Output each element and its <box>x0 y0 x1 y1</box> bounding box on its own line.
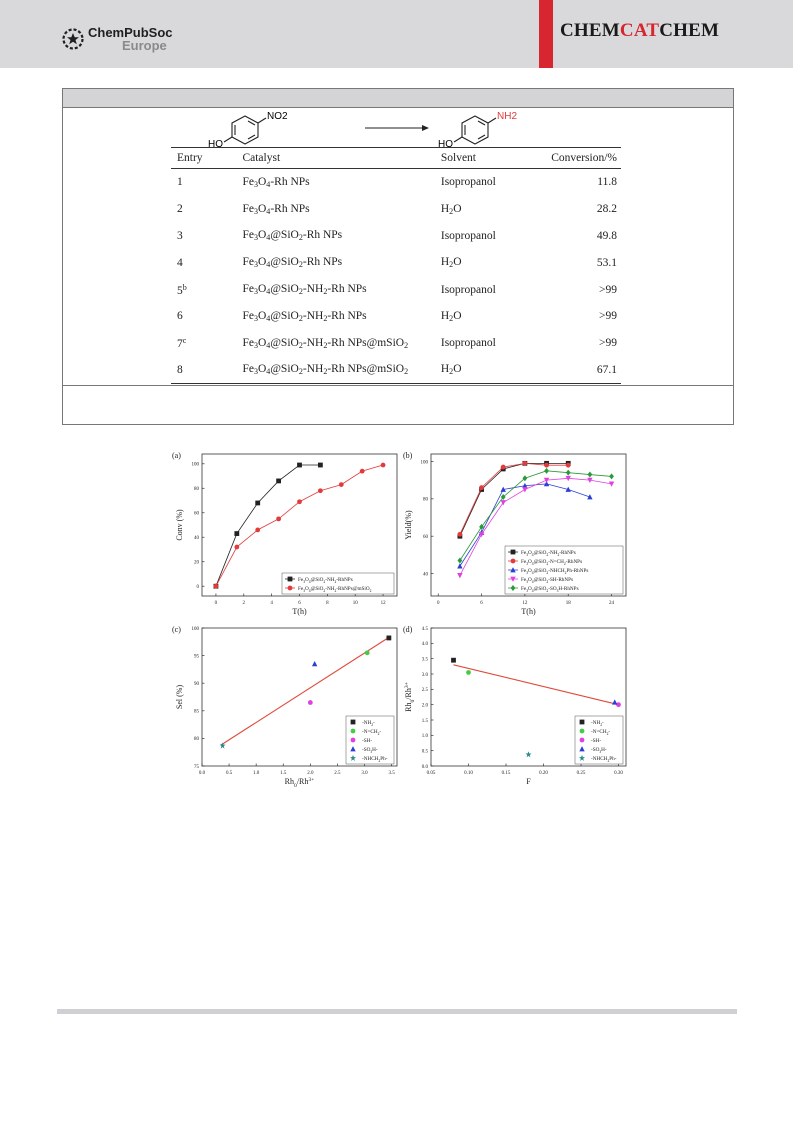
data-point <box>522 475 527 481</box>
y-tick-label: 80 <box>194 737 199 743</box>
cell-conversion: >99 <box>599 283 617 296</box>
journal-title-part1: CHEM <box>560 20 620 41</box>
conversion-table <box>171 147 621 384</box>
x-axis-label: T(h) <box>521 607 536 616</box>
x-tick-label: 2.5 <box>334 771 341 776</box>
chempubsoc-star-icon <box>62 28 84 50</box>
legend-label: $-NH_2-$ <box>591 720 604 727</box>
legend-marker <box>580 729 585 734</box>
column-header-solvent: Solvent <box>435 148 545 169</box>
x-tick-label: 1.0 <box>253 771 260 776</box>
y-tick-label: 60 <box>194 511 199 517</box>
y-tick-label: 4.5 <box>421 626 428 632</box>
series-5 <box>526 751 532 757</box>
series-line <box>216 465 320 586</box>
data-point <box>612 699 617 704</box>
series-3 <box>308 700 313 705</box>
panel-label: (a) <box>172 451 181 460</box>
y-tick-label: 60 <box>423 535 428 541</box>
x-tick-label: 4 <box>270 601 273 606</box>
legend-label: $Fe_3O_4@SiO_2-NH_2-RhNPs@mSiO_2$ <box>298 586 372 593</box>
x-axis-label: $Rh_0/Rh^{3+}$ <box>284 777 315 789</box>
legend-label: $-N=CH_2-$ <box>591 729 611 736</box>
series-2 <box>457 461 570 537</box>
product-amine-label: NH2 <box>497 111 518 122</box>
legend-marker <box>351 738 356 743</box>
x-tick-label: 24 <box>609 601 615 606</box>
x-tick-label: 0.30 <box>614 771 623 776</box>
journal-title-part3: CHEM <box>659 20 720 41</box>
cell-solvent: Isopropanol <box>440 337 496 350</box>
legend <box>505 546 623 594</box>
table-row <box>171 196 621 223</box>
y-tick-label: 0 <box>196 585 199 591</box>
series-2 <box>365 650 370 655</box>
y-tick-label: 4.0 <box>421 642 428 648</box>
data-point <box>234 531 239 536</box>
cell-conversion: 67.1 <box>545 357 621 384</box>
legend-label: $-NHCH_2Ph-$ <box>591 756 617 763</box>
chart-panel-d <box>403 625 626 786</box>
y-axis-label: Yield(%) <box>404 510 413 540</box>
legend-label: $Fe_3O_4@SiO_2-NHCH_2Ph$-RhNPs <box>521 568 589 575</box>
table-row <box>171 276 621 303</box>
legend <box>575 716 623 764</box>
legend-label: $Fe_3O_4@SiO_2-N=CH_2$-RhNPs <box>521 559 583 566</box>
series-1 <box>386 636 391 641</box>
x-tick-label: 8 <box>326 601 329 606</box>
legend-marker <box>511 559 516 564</box>
table-row <box>171 357 621 384</box>
x-axis-label: F <box>526 777 531 786</box>
cell-entry: 5$^b$ <box>177 282 187 297</box>
legend-label: $Fe_3O_4@SiO_2-SH$-RhNPs <box>521 577 574 584</box>
legend-label: $-SO_3H-$ <box>591 747 607 754</box>
publisher-name: ChemPubSoc <box>88 25 173 40</box>
data-point <box>365 650 370 655</box>
panel-label: (c) <box>172 625 181 634</box>
data-point <box>457 573 462 578</box>
column-header-conversion: Conversion/% <box>545 148 621 169</box>
cell-catalyst: $Fe_3O_4@SiO_2-NH_2-Rh$ NPs <box>242 283 367 297</box>
footer-rule <box>57 1009 737 1014</box>
x-axis-label: T(h) <box>292 607 307 616</box>
series-4 <box>312 661 317 666</box>
legend-label: $-NHCH_2Ph-$ <box>362 756 388 763</box>
x-tick-label: 0.5 <box>225 771 233 776</box>
data-point <box>451 658 456 663</box>
cell-catalyst: $Fe_3O_4@SiO_2-Rh$ NPs <box>242 256 343 270</box>
y-axis-label: Sel (%) <box>175 684 184 710</box>
x-tick-label: 0.05 <box>426 771 436 776</box>
y-tick-label: 2.5 <box>421 688 428 694</box>
reaction-scheme <box>200 106 530 148</box>
data-point <box>318 463 323 468</box>
cell-entry: 1 <box>177 176 183 189</box>
x-tick-label: 18 <box>565 601 571 606</box>
legend-label: $-SO_3H-$ <box>362 747 378 754</box>
series-2 <box>466 670 471 675</box>
y-tick-label: 80 <box>194 487 199 493</box>
column-header-entry: Entry <box>171 148 236 169</box>
y-tick-label: 40 <box>194 536 199 542</box>
journal-title <box>560 20 719 42</box>
cell-solvent: $H_2O$ <box>440 256 462 270</box>
figure-panels <box>168 444 630 801</box>
data-point <box>255 501 260 506</box>
cell-solvent: $H_2O$ <box>440 309 462 323</box>
data-point <box>566 470 571 476</box>
legend-label: $Fe_3O_4@SiO_2-NH_2$-RhNPs <box>298 577 353 584</box>
product-structure <box>454 116 496 144</box>
y-tick-label: 100 <box>191 462 199 468</box>
data-point <box>339 482 344 487</box>
series-1 <box>214 463 323 589</box>
data-point <box>544 478 549 483</box>
journal-title-part2: CAT <box>619 20 660 41</box>
cell-catalyst: $Fe_3O_4-Rh$ NPs <box>242 202 310 216</box>
legend <box>282 573 394 594</box>
cell-catalyst: $Fe_3O_4@SiO_2-Rh$ NPs <box>242 229 343 243</box>
x-tick-label: 6 <box>298 601 301 606</box>
y-tick-label: 0.0 <box>421 764 428 770</box>
table-footnote-divider <box>63 385 733 386</box>
publisher-region: Europe <box>122 38 167 53</box>
data-point <box>276 516 281 521</box>
y-tick-label: 40 <box>423 572 428 578</box>
x-tick-label: 0.15 <box>501 771 511 776</box>
panel-label: (b) <box>403 451 413 460</box>
data-point <box>234 545 239 550</box>
cell-entry: 8 <box>171 357 236 384</box>
chart-panel-a <box>172 451 397 616</box>
cell-catalyst: $Fe_3O_4@SiO_2-NH_2-Rh$ NPs@mSiO$_2$ <box>236 357 434 384</box>
data-point <box>386 636 391 641</box>
cell-entry: 3 <box>177 229 183 242</box>
column-header-catalyst: Catalyst <box>236 148 434 169</box>
data-point <box>360 469 365 474</box>
data-point <box>609 473 614 479</box>
legend-label: $Fe_3O_4@SiO_2-SO_3H$-RhNPs <box>521 586 579 593</box>
data-point <box>522 487 527 492</box>
legend-label: -SH- <box>591 738 602 744</box>
cell-entry: 7$^c$ <box>177 336 187 351</box>
x-tick-label: 3.5 <box>388 771 395 776</box>
x-tick-label: 0 <box>214 601 218 606</box>
data-point <box>587 472 592 478</box>
table-row <box>171 330 621 357</box>
table-header-row <box>171 148 621 169</box>
x-tick-label: 0.0 <box>198 771 206 776</box>
data-point <box>276 479 281 484</box>
data-point <box>312 661 317 666</box>
publisher-logo <box>62 26 173 52</box>
reactant-hydroxyl-label: HO <box>208 139 223 148</box>
accent-bar <box>539 0 553 68</box>
x-tick-label: 10 <box>352 601 358 606</box>
series-2 <box>214 463 386 589</box>
y-axis-label: $Rh_0/Rh^{3+}$ <box>404 682 416 712</box>
cell-conversion: 49.8 <box>596 229 617 242</box>
table-row <box>171 169 621 196</box>
cell-solvent: $H_2O$ <box>435 357 545 384</box>
cell-catalyst: $Fe_3O_4@SiO_2-NH_2-Rh$ NPs <box>242 309 367 323</box>
x-tick-label: 0.25 <box>576 771 586 776</box>
cell-catalyst: $Fe_3O_4@SiO_2-NH_2-Rh$ NPs@mSiO$_2$ <box>242 336 409 350</box>
data-point <box>526 751 532 757</box>
cell-conversion: 53.1 <box>596 256 617 269</box>
legend-marker <box>351 729 356 734</box>
legend-marker <box>511 550 516 555</box>
data-point <box>457 563 462 568</box>
y-tick-label: 80 <box>423 497 428 503</box>
reactant-structure <box>224 116 266 144</box>
legend-marker <box>580 720 585 725</box>
data-point <box>297 499 302 504</box>
series-5 <box>220 743 226 749</box>
legend-marker <box>288 586 293 591</box>
table-body <box>171 169 621 384</box>
data-point <box>214 584 219 589</box>
legend-marker <box>288 577 293 582</box>
y-tick-label: 1.0 <box>421 734 428 740</box>
data-point <box>522 461 527 466</box>
x-tick-label: 12 <box>380 601 386 606</box>
cell-solvent: Isopropanol <box>440 229 496 242</box>
panel-label: (d) <box>403 625 413 634</box>
x-tick-label: 0.20 <box>539 771 548 776</box>
y-tick-label: 1.5 <box>421 718 428 724</box>
y-tick-label: 90 <box>194 682 199 687</box>
x-tick-label: 0.10 <box>464 771 473 776</box>
table-row <box>171 303 621 330</box>
y-tick-label: 100 <box>420 460 428 466</box>
x-tick-label: 3.0 <box>361 771 368 776</box>
data-point <box>566 463 571 468</box>
y-tick-label: 100 <box>191 626 199 632</box>
cell-conversion: 28.2 <box>596 203 617 216</box>
product-hydroxyl-label: HO <box>438 139 453 148</box>
cell-conversion: 11.8 <box>597 176 617 189</box>
legend-marker <box>580 738 585 743</box>
data-point <box>479 485 484 490</box>
data-point <box>466 670 471 675</box>
y-tick-label: 3.5 <box>421 657 428 663</box>
chart-panel-c <box>172 625 397 789</box>
data-point <box>381 463 386 468</box>
cell-conversion: >99 <box>599 310 617 323</box>
x-tick-label: 1.5 <box>280 771 287 776</box>
series-line <box>216 465 383 586</box>
data-point <box>544 463 549 468</box>
cell-catalyst: $Fe_3O_4-Rh$ NPs <box>242 175 310 189</box>
x-tick-label: 2 <box>242 601 246 606</box>
series-3 <box>616 702 621 707</box>
legend-marker <box>351 720 356 725</box>
table-row <box>171 249 621 276</box>
data-point <box>616 702 621 707</box>
legend-label: $-N=CH_2-$ <box>362 729 382 736</box>
x-tick-label: 6 <box>480 601 483 606</box>
table-row <box>171 223 621 250</box>
cell-entry: 4 <box>177 256 183 269</box>
series-line <box>460 463 568 534</box>
cell-conversion: >99 <box>599 337 617 350</box>
series-4 <box>612 699 617 704</box>
series-1 <box>457 461 570 539</box>
cell-solvent: Isopropanol <box>440 176 496 189</box>
data-point <box>457 532 462 537</box>
y-tick-label: 3.0 <box>421 672 428 678</box>
y-tick-label: 0.5 <box>421 749 428 755</box>
cell-solvent: Isopropanol <box>440 283 496 296</box>
data-point <box>255 527 260 532</box>
cell-entry: 2 <box>177 203 183 216</box>
data-point <box>308 700 313 705</box>
reactant-nitro-label: NO2 <box>267 111 288 122</box>
y-tick-label: 75 <box>194 764 199 770</box>
y-tick-label: 95 <box>194 654 199 660</box>
data-point <box>297 463 302 468</box>
legend-label: $Fe_3O_4@SiO_2-NH_2$-RhNPs <box>521 550 576 557</box>
data-point <box>220 743 226 749</box>
series-1 <box>451 658 456 663</box>
y-tick-label: 85 <box>194 709 199 715</box>
data-point <box>501 465 506 470</box>
cell-entry: 6 <box>177 310 183 323</box>
legend <box>346 716 394 764</box>
legend-label: $-NH_2-$ <box>362 720 375 727</box>
y-tick-label: 2.0 <box>421 703 428 709</box>
data-point <box>544 468 549 474</box>
chart-panel-b <box>403 451 626 616</box>
y-axis-label: Conv (%) <box>175 509 184 541</box>
x-tick-label: 2.0 <box>307 771 314 776</box>
data-point <box>318 488 323 493</box>
legend-label: -SH- <box>362 738 373 744</box>
y-tick-label: 20 <box>194 560 199 566</box>
cell-solvent: $H_2O$ <box>440 202 462 216</box>
reaction-arrow <box>365 125 429 131</box>
data-point <box>609 481 614 486</box>
x-tick-label: 12 <box>522 601 528 606</box>
fit-line <box>454 665 619 705</box>
x-tick-label: 0 <box>436 601 440 606</box>
